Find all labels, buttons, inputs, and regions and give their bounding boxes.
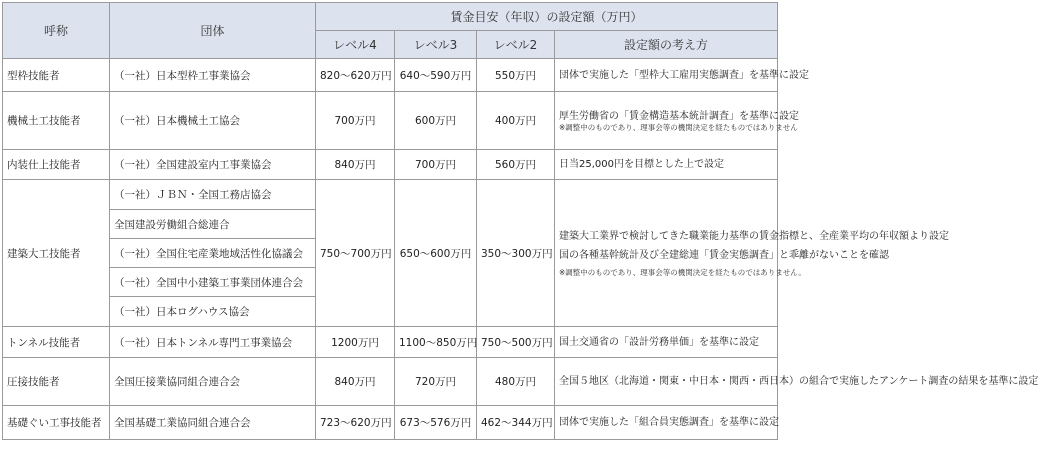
header-level2: レベル2 xyxy=(477,31,555,59)
basis-cell xyxy=(555,92,799,150)
level4-value: 1200万円 xyxy=(316,327,395,358)
role-name: 型枠技能者 xyxy=(3,59,110,92)
basis-cell xyxy=(555,180,949,327)
level4-value: 700万円 xyxy=(316,92,395,150)
table-row xyxy=(3,358,778,406)
org-name: （一社）日本ログハウス協会 xyxy=(110,297,316,327)
table-row xyxy=(3,92,778,150)
table-row xyxy=(3,406,778,440)
header-level4: レベル4 xyxy=(316,31,395,59)
level2-value: 750〜500万円 xyxy=(477,327,555,358)
table-row xyxy=(3,180,778,210)
header-basis: 設定額の考え方 xyxy=(555,31,778,59)
org-name: 全国建設労働組合総連合 xyxy=(110,210,316,239)
level2-value: 350〜300万円 xyxy=(477,180,555,327)
header-level3: レベル3 xyxy=(395,31,477,59)
level3-value: 720万円 xyxy=(395,358,477,406)
basis-note: ※調整中のものであり、理事会等の機関決定を経たものではありません。 xyxy=(559,267,806,277)
level4-value: 840万円 xyxy=(316,150,395,180)
level2-value: 462〜344万円 xyxy=(477,406,555,440)
basis-note: ※調整中のものであり、理事会等の機関決定を経たものではありません xyxy=(559,122,798,132)
org-name: （一社）全国建設室内工事業協会 xyxy=(110,150,316,180)
level4-value: 840万円 xyxy=(316,358,395,406)
header-wage-group: 賃金目安（年収）の設定額（万円） xyxy=(316,3,778,31)
table-row xyxy=(3,327,778,358)
role-name: 基礎ぐい工事技能者 xyxy=(3,406,110,440)
level3-value: 640〜590万円 xyxy=(395,59,477,92)
org-name: 全国基礎工業協同組合連合会 xyxy=(110,406,316,440)
level3-value: 673〜576万円 xyxy=(395,406,477,440)
level3-value: 1100〜850万円 xyxy=(395,327,477,358)
basis-text: 建築大工業界で検討してきた職業能力基準の賃金指標と、全産業平均の年収額より設定 xyxy=(559,230,949,242)
basis-text: 日当25,000円を目標とした上で設定 xyxy=(555,150,778,180)
level4-value: 820〜620万円 xyxy=(316,59,395,92)
basis-text: 団体で実施した「型枠大工雇用実態調査」を基準に設定 xyxy=(555,59,778,92)
org-name: （一社）全国住宅産業地域活性化協議会 xyxy=(110,239,316,268)
header-name: 呼称 xyxy=(3,3,110,59)
level4-value: 750〜700万円 xyxy=(316,180,395,327)
level2-value: 560万円 xyxy=(477,150,555,180)
level2-value: 550万円 xyxy=(477,59,555,92)
org-name: （一社）日本機械土工協会 xyxy=(110,92,316,150)
org-name: （一社）ＪＢＮ・全国工務店協会 xyxy=(110,180,316,210)
level3-value: 600万円 xyxy=(395,92,477,150)
role-name: 圧接技能者 xyxy=(3,358,110,406)
header-org: 団体 xyxy=(110,3,316,59)
role-name: 建築大工技能者 xyxy=(3,180,110,327)
basis-text-2: 国の各種基幹統計及び全建総連「賃金実態調査」と乖離がないことを確認 xyxy=(559,249,889,261)
table-row xyxy=(3,150,778,180)
level3-value: 700万円 xyxy=(395,150,477,180)
org-name: （一社）日本トンネル専門工事業協会 xyxy=(110,327,316,358)
level2-value: 400万円 xyxy=(477,92,555,150)
basis-text: 団体で実施した「組合員実態調査」を基準に設定 xyxy=(555,406,778,440)
level4-value: 723〜620万円 xyxy=(316,406,395,440)
basis-text: 厚生労働省の「賃金構造基本統計調査」を基準に設定 xyxy=(559,110,799,122)
org-name: 全国圧接業協同組合連合会 xyxy=(110,358,316,406)
level3-value: 650〜600万円 xyxy=(395,180,477,327)
table-row xyxy=(3,59,778,92)
org-name: （一社）日本型枠工事業協会 xyxy=(110,59,316,92)
role-name: 機械土工技能者 xyxy=(3,92,110,150)
role-name: 内装仕上技能者 xyxy=(3,150,110,180)
basis-text: 国土交通省の「設計労務単価」を基準に設定 xyxy=(555,327,778,358)
org-name: （一社）全国中小建築工事業団体連合会 xyxy=(110,268,316,297)
role-name: トンネル技能者 xyxy=(3,327,110,358)
basis-text: 全国５地区（北海道・関東・中日本・関西・西日本）の組合で実施したアンケート調査の結果を基準に設定 xyxy=(555,358,778,406)
wage-table xyxy=(2,2,1038,440)
level2-value: 480万円 xyxy=(477,358,555,406)
